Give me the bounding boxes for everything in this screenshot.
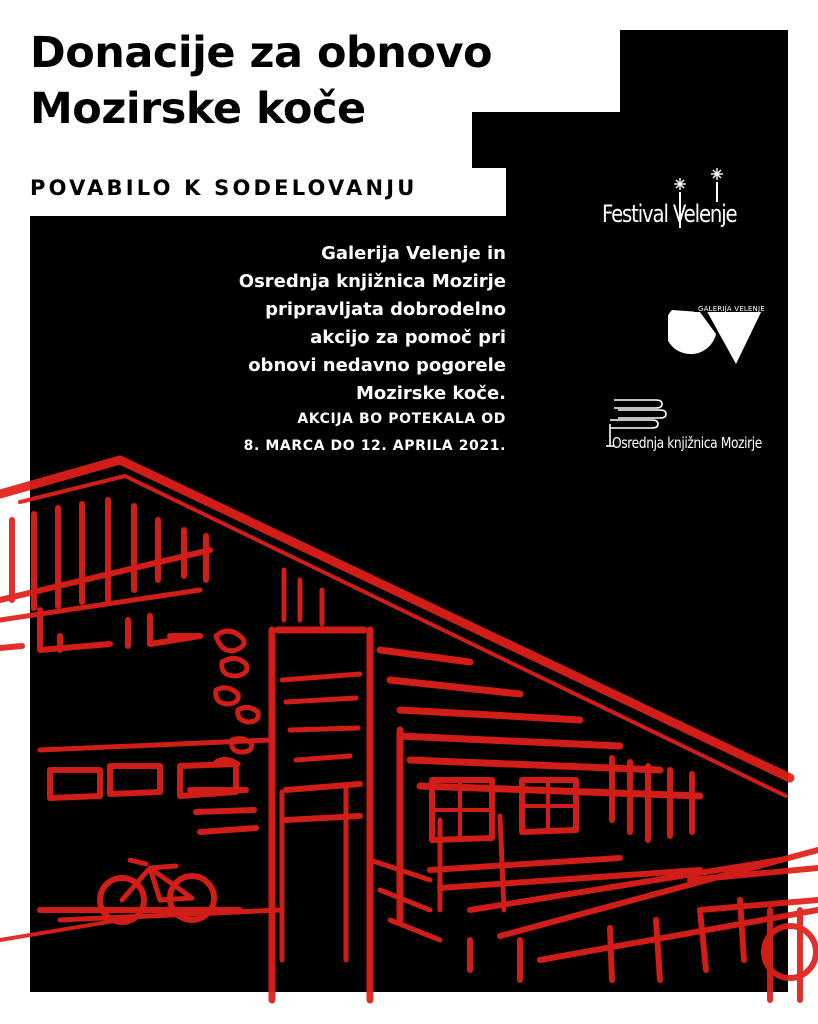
- knjiznica-mozirje-text: Osrednja knjižnica Mozirje: [612, 434, 762, 452]
- intro-line: Mozirske koče.: [355, 383, 506, 404]
- star-icon: [711, 168, 723, 180]
- intro-line: Galerija Velenje in: [321, 243, 506, 264]
- intro-line: Osrednja knjižnica Mozirje: [238, 271, 506, 292]
- festival-velenje-text: Festival Velenje: [602, 200, 737, 228]
- star-icon: [674, 178, 686, 190]
- intro-line: obnovi nedavno pogorele: [248, 355, 506, 376]
- galerija-logo-icon: [668, 282, 768, 368]
- intro-line: akcijo za pomoč pri: [310, 327, 506, 348]
- subtitle: POVABILO K SODELOVANJU: [30, 176, 418, 200]
- title-line-2: Mozirske koče: [30, 84, 366, 134]
- galerija-logo-text: GALERIJA VELENJE: [698, 305, 765, 313]
- mountain-hut-illustration: [0, 440, 818, 1024]
- dates-line: AKCIJA BO POTEKALA OD: [297, 411, 506, 427]
- dates-line: 8. MARCA DO 12. APRILA 2021.: [243, 438, 506, 454]
- intro-line: pripravljata dobrodelno: [265, 299, 506, 320]
- intro-text: [86, 240, 506, 408]
- title-line-1: Donacije za obnovo: [30, 28, 493, 78]
